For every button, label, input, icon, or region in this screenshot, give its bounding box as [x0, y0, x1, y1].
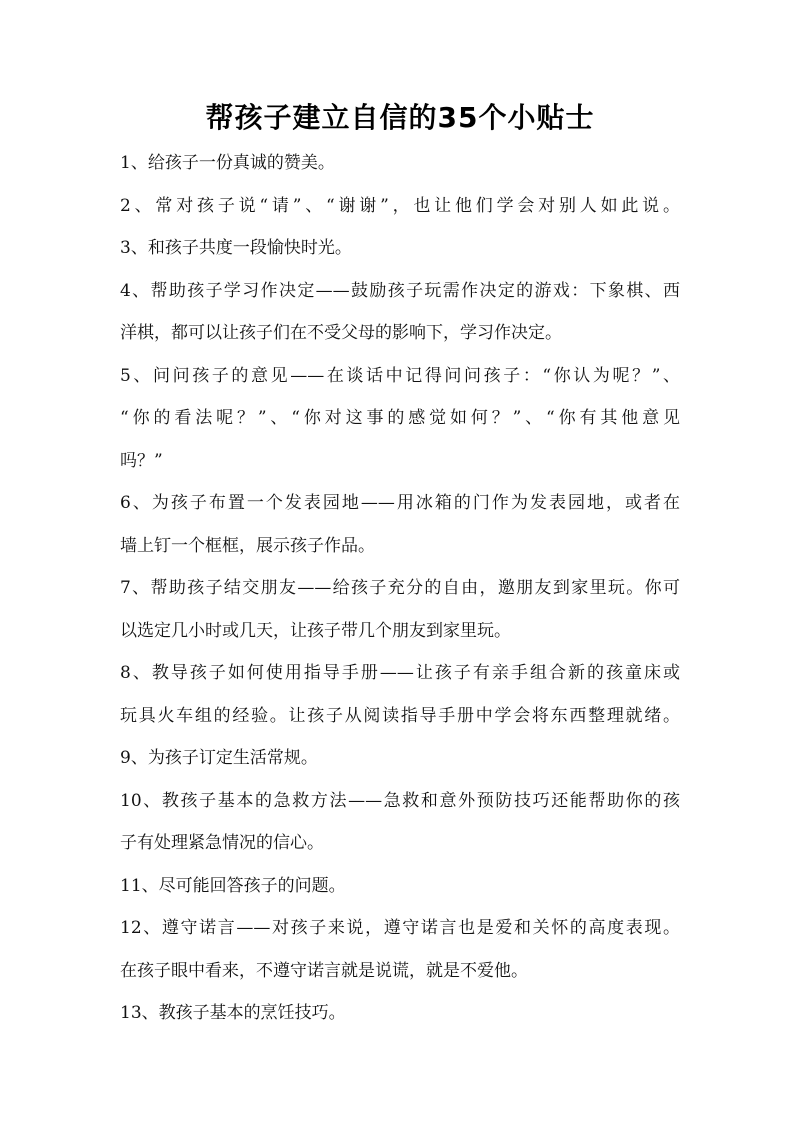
tips-list	[120, 142, 680, 1035]
tip-line: 洋棋，都可以让孩子们在不受父母的影响下，学习作决定。	[120, 323, 562, 343]
tip-line: 7、帮助孩子结交朋友——给孩子充分的自由，邀朋友到家里玩。你可	[120, 578, 680, 598]
tip-line: 玩具火车组的经验。让孩子从阅读指导手册中学会将东西整理就绪。	[120, 705, 680, 726]
tip-line: “你的看法呢？”、“你对这事的感觉如何？”、“你有其他意见	[120, 408, 680, 428]
tip-line: 3、和孩子共度一段愉快时光。	[120, 238, 352, 258]
tip-line: 吗？”	[120, 450, 163, 471]
tip-line: 子有处理紧急情况的信心。	[120, 833, 324, 853]
tip-line: 13、教孩子基本的烹饪技巧。	[120, 1003, 346, 1023]
tip-line: 11、尽可能回答孩子的问题。	[120, 875, 346, 896]
tip-line: 以选定几小时或几天，让孩子带几个朋友到家里玩。	[120, 620, 511, 641]
tip-line: 12、遵守诺言——对孩子来说，遵守诺言也是爱和关怀的高度表现。	[120, 918, 680, 938]
page-title: 帮孩子建立自信的35个小贴士	[205, 101, 595, 134]
tip-line: 1、给孩子一份真诚的赞美。	[120, 153, 335, 173]
tip-line: 2、常对孩子说“请”、“谢谢”，也让他们学会对别人如此说。	[120, 195, 680, 216]
tip-line: 5、问问孩子的意见——在谈话中记得问问孩子：“你认为呢？”、	[120, 365, 680, 386]
tip-line: 9、为孩子订定生活常规。	[120, 748, 318, 768]
tip-line: 10、教孩子基本的急救方法——急救和意外预防技巧还能帮助你的孩	[120, 790, 680, 811]
tip-line: 墙上钉一个框框，展示孩子作品。	[120, 535, 375, 556]
tip-line: 4、帮助孩子学习作决定——鼓励孩子玩需作决定的游戏：下象棋、西	[120, 280, 680, 301]
tip-line: 8、教导孩子如何使用指导手册——让孩子有亲手组合新的孩童床或	[120, 663, 680, 683]
tip-line: 6、为孩子布置一个发表园地——用冰箱的门作为发表园地，或者在	[120, 493, 680, 513]
tip-line: 在孩子眼中看来，不遵守诺言就是说谎，就是不爱他。	[120, 960, 528, 981]
